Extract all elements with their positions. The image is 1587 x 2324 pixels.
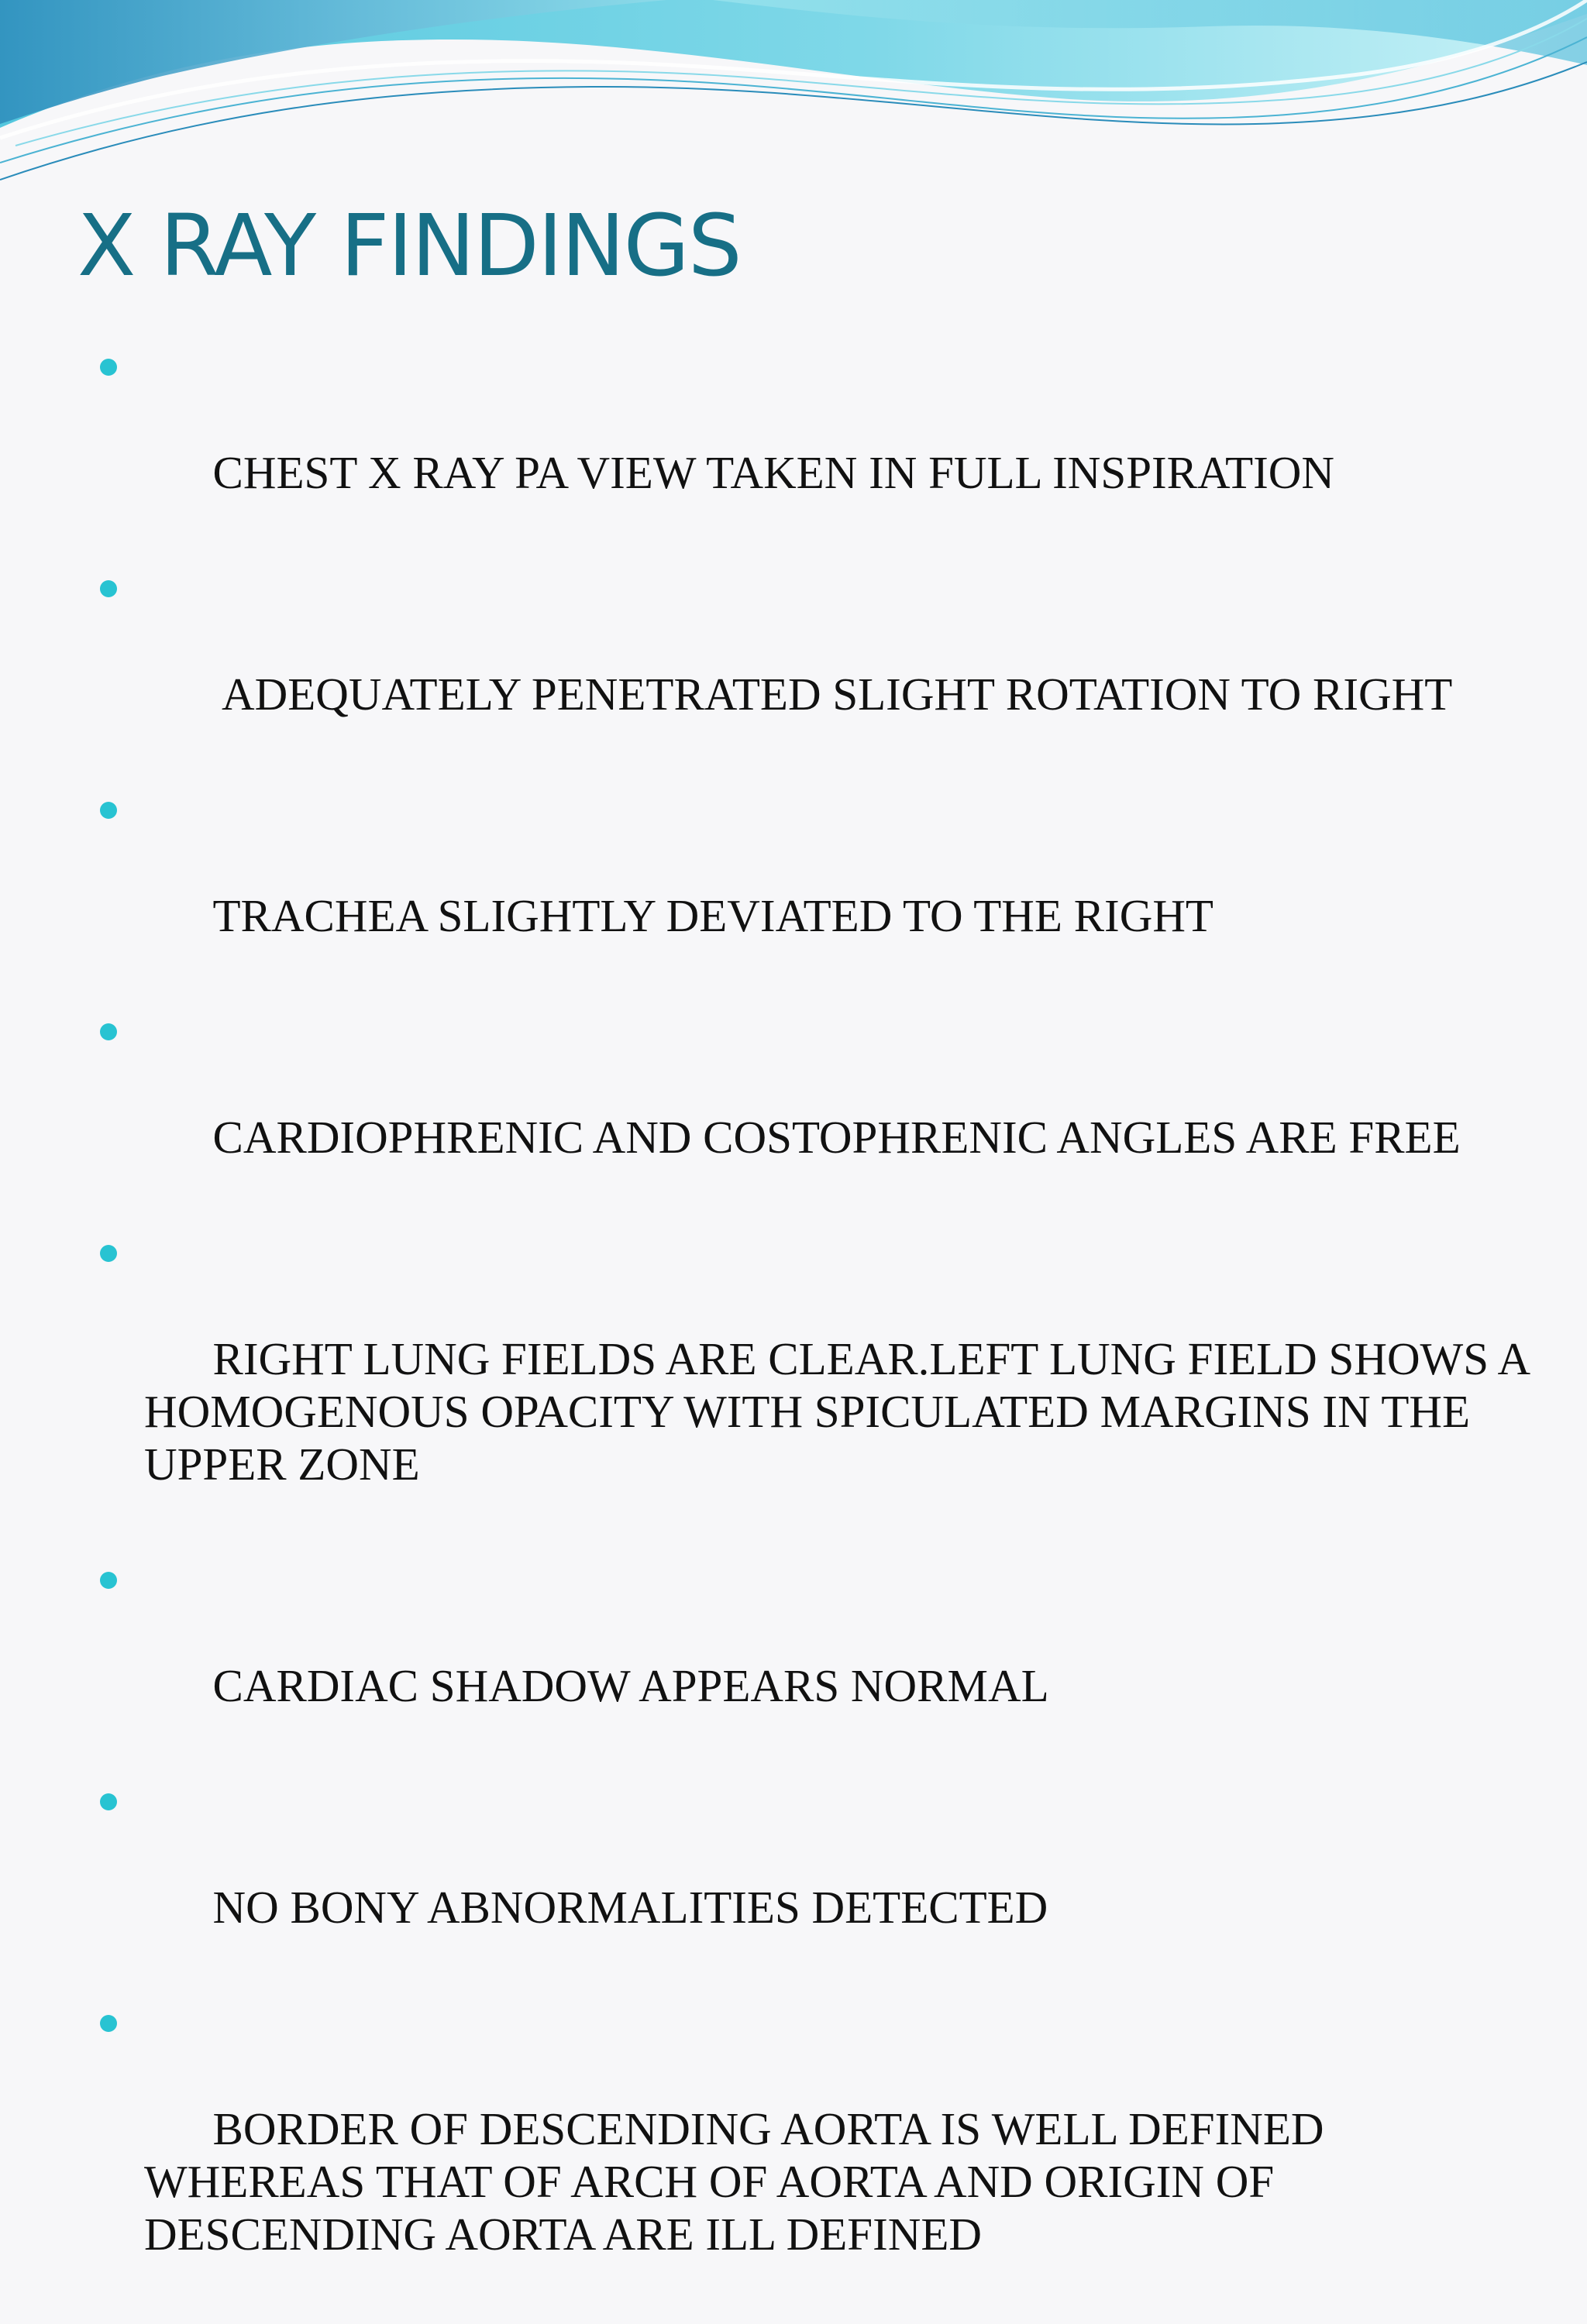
finding-text: CHEST X RAY PA VIEW TAKEN IN FULL INSPIRATION <box>212 447 1334 498</box>
bullet-dot-icon <box>100 359 117 376</box>
finding-text: CARDIOPHRENIC AND COSTOPHRENIC ANGLES ARE FREE <box>212 1112 1461 1163</box>
bullet-dot-icon <box>100 1023 117 1040</box>
finding-text: BORDER OF DESCENDING AORTA IS WELL DEFINED WHEREAS THAT OF ARCH OF AORTA AND ORIGIN OF DESCENDING AORTA ARE ILL DEFINED <box>144 2103 1335 2260</box>
finding-text: CARDIAC SHADOW APPEARS NORMAL <box>212 1660 1049 1711</box>
finding-item <box>0 341 1587 552</box>
bullet-dot-icon <box>100 580 117 597</box>
slide-title: X RAY FINDINGS <box>77 196 741 295</box>
bullet-dot-icon <box>100 1572 117 1589</box>
finding-item <box>0 1776 1587 1986</box>
finding-item <box>0 1227 1587 1543</box>
finding-text: TRACHEA SLIGHTLY DEVIATED TO THE RIGHT <box>212 890 1213 941</box>
finding-item <box>0 1554 1587 1765</box>
bullet-dot-icon <box>100 1245 117 1262</box>
bullet-dot-icon <box>100 1793 117 1810</box>
bullet-dot-icon <box>100 802 117 819</box>
bullet-dot-icon <box>100 2015 117 2032</box>
finding-text: ADEQUATELY PENETRATED SLIGHT ROTATION TO RIGHT <box>212 669 1453 720</box>
findings-bullet-list <box>0 341 1587 2324</box>
finding-item <box>0 784 1587 995</box>
finding-item <box>0 1006 1587 1216</box>
wave-header-decoration <box>0 0 1587 186</box>
finding-text: RIGHT LUNG FIELDS ARE CLEAR.LEFT LUNG FIELD SHOWS A HOMOGENOUS OPACITY WITH SPICULATED MARGINS IN THE UPPER ZONE <box>144 1333 1540 1490</box>
finding-item <box>0 562 1587 773</box>
finding-item <box>0 1997 1587 2313</box>
finding-text: NO BONY ABNORMALITIES DETECTED <box>212 1882 1048 1933</box>
